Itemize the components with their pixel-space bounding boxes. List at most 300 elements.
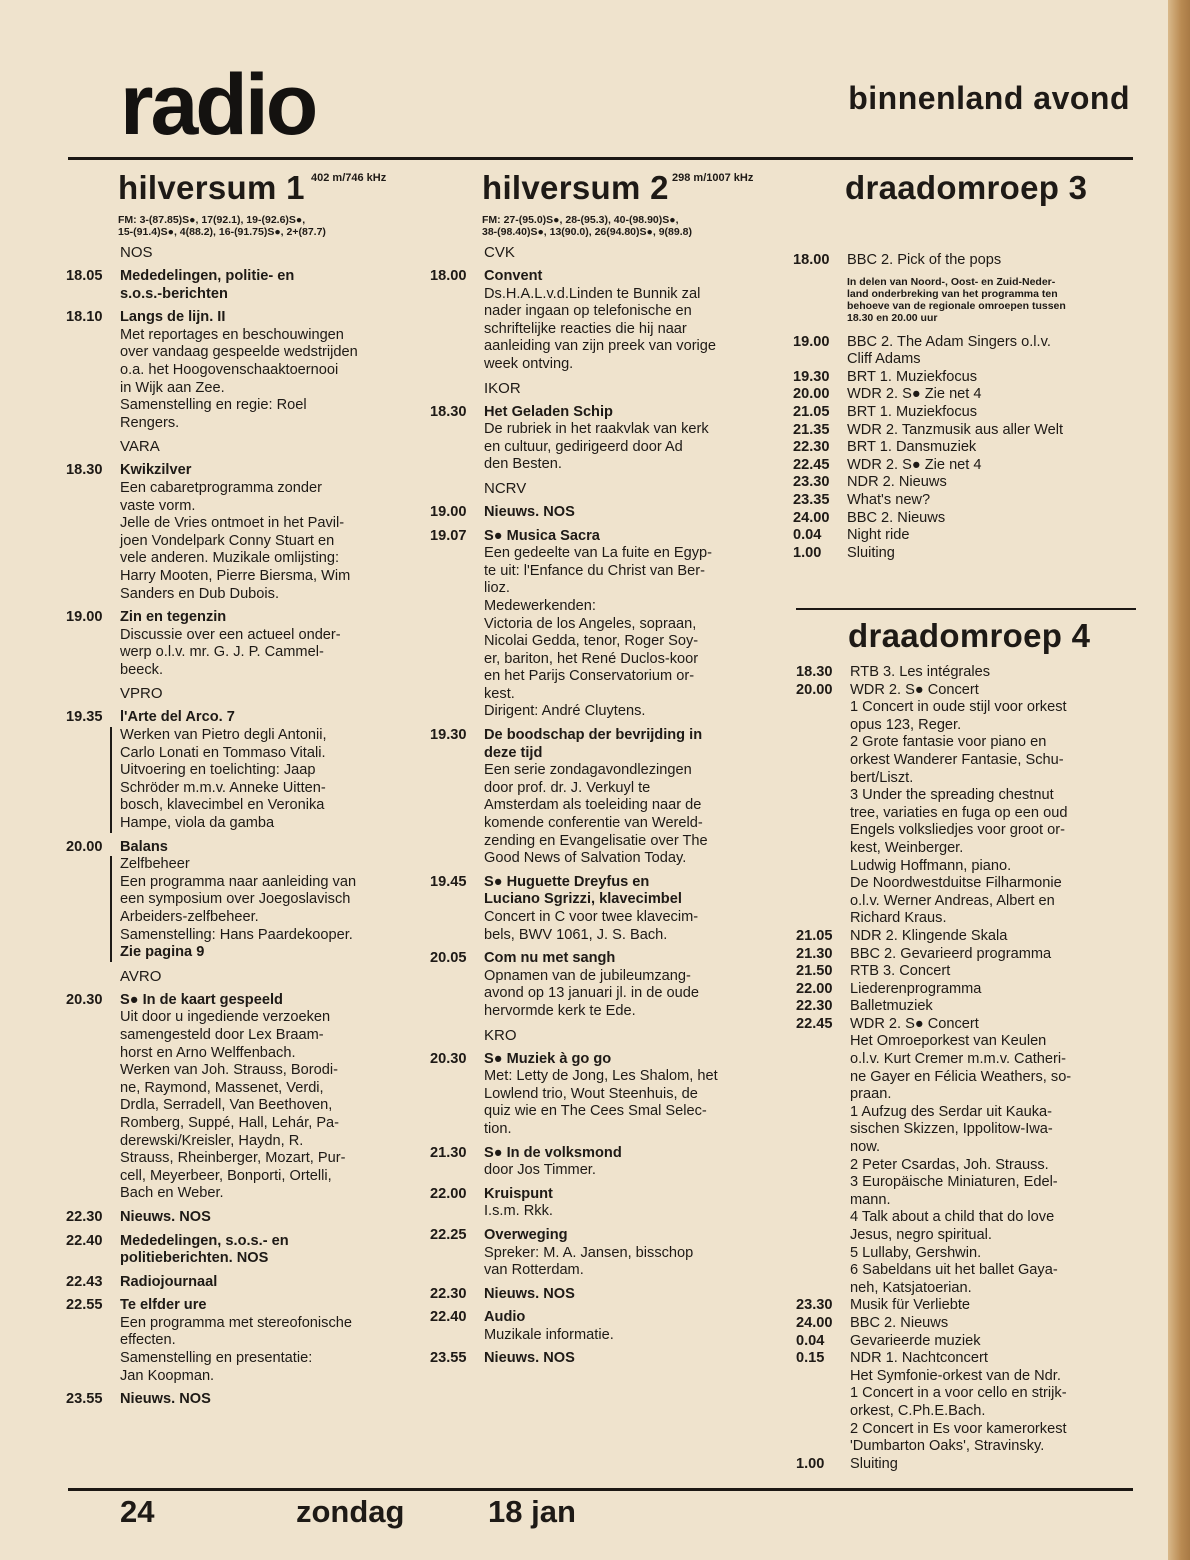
program-time: 21.35 xyxy=(793,421,830,438)
program-title: Overweging xyxy=(484,1226,568,1243)
program-desc: Romberg, Suppé, Hall, Lehár, Pa- xyxy=(120,1114,340,1131)
program-desc: effecten. xyxy=(120,1332,176,1349)
program-text: kest, Weinberger. xyxy=(850,839,964,856)
program-desc: beeck. xyxy=(120,661,163,678)
program-title: S● Muziek à go go xyxy=(484,1050,612,1067)
program-time: 21.30 xyxy=(796,945,833,962)
program-text: WDR 2. S● Zie net 4 xyxy=(847,456,982,473)
program-title: Nieuws. NOS xyxy=(120,1391,211,1408)
program-time: 21.50 xyxy=(796,963,833,980)
program-desc: hervormde kerk te Ede. xyxy=(484,1002,636,1019)
program-text: 1 Concert in oude stijl voor orkest xyxy=(850,699,1067,716)
program-text: NDR 2. Nieuws xyxy=(847,474,947,491)
program-text: 'Dumbarton Oaks', Stravinsky. xyxy=(850,1438,1045,1455)
program-desc: Met: Letty de Jong, Les Shalom, het xyxy=(484,1068,718,1085)
program-desc: avond op 13 januari jl. in de oude xyxy=(484,985,700,1002)
program-time: 20.05 xyxy=(430,950,467,967)
program-desc: Concert in C voor twee klavecim- xyxy=(484,909,699,925)
program-title: Com nu met sangh xyxy=(484,950,616,967)
program-text: 2 Grote fantasie voor piano en xyxy=(850,734,1047,751)
program-entry xyxy=(793,545,1138,563)
program-time: 23.55 xyxy=(430,1350,467,1367)
page-reference: Zie pagina 9 xyxy=(120,944,205,961)
program-text: 5 Lullaby, Gershwin. xyxy=(850,1244,982,1261)
program-desc: bosch, klavecimbel en Veronika xyxy=(120,797,325,814)
program-desc: Werken van Pietro degli Antonii, xyxy=(120,727,327,744)
program-text: WDR 2. Tanzmusik aus aller Welt xyxy=(847,421,1063,438)
program-desc: Schröder m.m.v. Anneke Uitten- xyxy=(120,779,326,796)
program-desc: Rengers. xyxy=(120,414,180,431)
program-text: Het Symfonie-orkest van de Ndr. xyxy=(850,1367,1061,1384)
program-desc: Carlo Lonati en Tommaso Vitali. xyxy=(120,744,326,761)
program-desc: vaste vorm. xyxy=(120,497,196,514)
program-time: 18.10 xyxy=(66,309,103,326)
station-name: hilversum 1 xyxy=(118,169,305,206)
program-title: l'Arte del Arco. 7 xyxy=(120,709,235,726)
program-text: 1 Aufzug des Serdar uit Kauka- xyxy=(850,1103,1053,1120)
program-desc: Hampe, viola da gamba xyxy=(120,815,275,832)
program-text: RTB 3. Concert xyxy=(850,963,951,980)
program-title: Mededelingen, politie- en xyxy=(120,268,295,284)
program-title: Audio xyxy=(484,1309,526,1326)
program-entry xyxy=(66,309,411,432)
program-entry xyxy=(430,1350,775,1368)
program-text: NDR 2. Klingende Skala xyxy=(850,927,1008,944)
program-title: Te elfder ure xyxy=(120,1297,207,1314)
program-text: mann. xyxy=(850,1191,891,1208)
program-entry xyxy=(66,1233,411,1268)
program-desc: horst en Arno Welffenbach. xyxy=(120,1044,296,1061)
program-title: S● Huguette Dreyfus en xyxy=(484,873,650,890)
program-text: o.l.v. Kurt Cremer m.m.v. Catheri- xyxy=(850,1051,1066,1068)
program-time: 20.00 xyxy=(66,838,103,855)
program-text: opus 123, Reger. xyxy=(850,716,962,733)
station-name: draadomroep 4 xyxy=(848,617,1091,654)
broadcaster-label: AVRO xyxy=(120,967,162,985)
program-entry xyxy=(796,1016,1141,1298)
program-title: Het Geladen Schip xyxy=(484,403,613,420)
program-desc: Muzikale informatie. xyxy=(484,1326,614,1343)
broadcaster-label: NOS xyxy=(120,244,153,261)
program-desc: den Besten. xyxy=(484,456,562,473)
station-header xyxy=(845,168,1138,220)
program-time: 19.45 xyxy=(430,873,467,890)
program-entry xyxy=(796,981,1141,999)
program-text: BBC 2. Gevarieerd programma xyxy=(850,945,1052,962)
program-desc: tion. xyxy=(484,1120,512,1137)
program-desc: Lowlend trio, Wout Steenhuis, de xyxy=(484,1085,698,1102)
program-entry xyxy=(430,1227,775,1280)
fm-line: 15-(91.4)S●, 4(88.2), 16-(91.75)S●, 2+(87.7) xyxy=(118,226,326,238)
program-desc: cell, Meyerbeer, Bonporti, Ortelli, xyxy=(120,1167,332,1184)
footer-date: 18 jan xyxy=(488,1494,576,1529)
program-text: WDR 2. S● Concert xyxy=(850,1015,979,1032)
station-frequency: 298 m/1007 kHz xyxy=(672,172,754,184)
program-desc: in Wijk aan Zee. xyxy=(120,379,225,396)
program-desc: Met reportages en beschouwingen xyxy=(120,326,344,343)
program-entry xyxy=(796,1456,1141,1474)
program-entry xyxy=(66,1209,411,1227)
program-desc: Een programma naar aanleiding van xyxy=(120,873,357,890)
program-time: 24.00 xyxy=(796,1314,833,1331)
draad4-rule xyxy=(796,608,1136,610)
program-desc: over vandaag gespeelde wedstrijden xyxy=(120,344,358,361)
program-time: 23.30 xyxy=(796,1297,833,1314)
draadomroep4-column xyxy=(796,616,1141,1473)
program-entry xyxy=(430,1309,775,1344)
program-time: 23.35 xyxy=(793,491,830,508)
program-text: tree, variaties en fuga op een oud xyxy=(850,804,1068,821)
section-title: binnenland avond xyxy=(848,80,1130,116)
broadcaster-label: IKOR xyxy=(484,379,521,397)
station-frequency: 402 m/746 kHz xyxy=(311,172,387,184)
program-text: Ludwig Hoffmann, piano. xyxy=(850,857,1012,874)
program-text: 3 Under the spreading chestnut xyxy=(850,787,1054,804)
program-text: Night ride xyxy=(847,527,910,544)
program-entry xyxy=(430,1051,775,1139)
program-title: Mededelingen, s.o.s.- en xyxy=(120,1232,289,1249)
page-edge xyxy=(1168,0,1190,1560)
radio-logo: radio xyxy=(120,57,316,153)
program-entry xyxy=(793,422,1138,440)
stereo-marker xyxy=(110,727,411,833)
program-time: 21.05 xyxy=(796,927,833,944)
program-desc: bels, BWV 1061, J. S. Bach. xyxy=(484,926,668,943)
program-time: 19.00 xyxy=(430,503,467,520)
program-desc: schriftelijke reacties die hij naar xyxy=(484,320,687,337)
program-entry xyxy=(430,268,775,374)
program-entry xyxy=(66,1274,411,1292)
hilversum2-column xyxy=(430,168,775,1374)
program-entry xyxy=(66,1391,411,1409)
program-entry xyxy=(430,528,775,722)
program-time: 22.45 xyxy=(796,1015,833,1032)
program-entry xyxy=(430,1286,775,1304)
program-entry xyxy=(66,462,411,603)
program-time: 22.40 xyxy=(66,1232,103,1249)
program-desc: werp o.l.v. mr. G. J. P. Cammel- xyxy=(120,644,324,661)
program-text: bert/Liszt. xyxy=(850,769,914,786)
program-desc: week ontving. xyxy=(484,355,574,372)
program-entry xyxy=(66,992,411,1203)
program-entry xyxy=(796,1315,1141,1333)
program-desc: Een programma met stereofonische xyxy=(120,1314,352,1331)
program-entry xyxy=(66,609,411,679)
program-desc: aanleiding van zijn preek van vorige xyxy=(484,338,717,355)
program-time: 18.00 xyxy=(793,252,830,268)
program-text: Cliff Adams xyxy=(847,351,921,368)
program-desc: I.s.m. Rkk. xyxy=(484,1203,553,1220)
program-title: S● In de volksmond xyxy=(484,1144,622,1161)
program-desc: Medewerkenden: xyxy=(484,597,596,614)
program-entry xyxy=(793,252,1138,270)
program-entry xyxy=(430,504,775,522)
note-line: land onderbreking van het programma ten xyxy=(847,287,1058,300)
note-line: behoeve van de regionale omroepen tussen xyxy=(847,299,1066,312)
program-time: 21.30 xyxy=(430,1144,467,1161)
program-desc: zending en Evangelisatie over The xyxy=(484,832,708,849)
program-desc: Harry Mooten, Pierre Biersma, Wim xyxy=(120,567,351,584)
program-text: orkest, C.Ph.E.Bach. xyxy=(850,1402,986,1419)
program-text: De Noordwestduitse Filharmonie xyxy=(850,875,1062,892)
program-text: Jesus, negro spiritual. xyxy=(850,1227,992,1243)
program-time: 22.55 xyxy=(66,1297,103,1314)
program-time: 22.40 xyxy=(430,1309,467,1326)
program-entry xyxy=(796,664,1141,682)
program-time: 19.30 xyxy=(430,727,467,744)
program-desc: Samenstelling: Hans Paardekooper. xyxy=(120,926,353,943)
program-time: 22.30 xyxy=(796,998,833,1015)
program-entry xyxy=(793,439,1138,457)
program-desc: Sanders en Dub Dubois. xyxy=(120,585,280,602)
program-time: 18.05 xyxy=(66,268,103,284)
program-desc: Amsterdam als toeleiding naar de xyxy=(484,797,702,814)
program-text: praan. xyxy=(850,1086,892,1103)
program-text: 3 Europäische Miniaturen, Edel- xyxy=(850,1174,1058,1191)
program-desc: De rubriek in het raakvlak van kerk xyxy=(484,421,709,438)
program-entry xyxy=(796,682,1141,928)
program-text: BRT 1. Dansmuziek xyxy=(847,439,977,456)
program-time: 23.30 xyxy=(793,474,830,491)
station-name: draadomroep 3 xyxy=(845,169,1088,206)
program-desc: Een serie zondagavondlezingen xyxy=(484,762,692,779)
program-desc: Samenstelling en presentatie: xyxy=(120,1350,313,1367)
program-entry xyxy=(796,963,1141,981)
program-desc: Strauss, Rheinberger, Mozart, Pur- xyxy=(120,1150,346,1167)
fm-line: 38-(98.40)S●, 13(90.0), 26(94.80)S●, 9(89.8) xyxy=(482,226,692,238)
program-time: 18.00 xyxy=(430,268,467,284)
program-desc: en het Parijs Conservatorium or- xyxy=(484,668,695,685)
program-time: 20.00 xyxy=(796,681,833,698)
program-time: 22.30 xyxy=(793,439,830,456)
program-time: 19.30 xyxy=(793,368,830,385)
program-desc: joen Vondelpark Conny Stuart en xyxy=(120,532,335,549)
program-desc: door prof. dr. J. Verkuyl te xyxy=(484,779,651,796)
fm-line: FM: 27-(95.0)S●, 28-(95.3), 40-(98.90)S●, xyxy=(482,214,679,226)
program-text: 1 Concert in a voor cello en strijk- xyxy=(850,1385,1067,1402)
program-text: orkest Wanderer Fantasie, Schu- xyxy=(850,751,1064,768)
program-time: 1.00 xyxy=(793,544,822,561)
fm-frequencies xyxy=(482,214,775,238)
program-text: BRT 1. Muziekfocus xyxy=(847,368,978,385)
program-text: now. xyxy=(850,1139,881,1156)
note-line: In delen van Noord-, Oost- en Zuid-Neder- xyxy=(847,275,1056,288)
program-desc: ne, Raymond, Massenet, Verdi, xyxy=(120,1079,324,1096)
station-header xyxy=(482,168,775,208)
program-desc: Jan Koopman. xyxy=(120,1367,215,1384)
program-time: 22.43 xyxy=(66,1273,103,1290)
program-text: o.l.v. Werner Andreas, Albert en xyxy=(850,892,1055,909)
program-time: 19.07 xyxy=(430,527,467,544)
program-desc: Jelle de Vries ontmoet in het Pavil- xyxy=(120,515,345,532)
program-title: Radiojournaal xyxy=(120,1273,218,1290)
program-entry xyxy=(66,268,411,303)
program-entry xyxy=(796,928,1141,946)
program-time: 20.30 xyxy=(66,991,103,1008)
broadcaster-label: VPRO xyxy=(120,685,163,703)
program-time: 18.30 xyxy=(66,462,103,479)
program-title: Kwikzilver xyxy=(120,462,192,479)
program-entry xyxy=(430,950,775,1020)
program-desc: te uit: l'Enfance du Christ van Ber- xyxy=(484,562,705,579)
program-text: WDR 2. S● Zie net 4 xyxy=(847,386,982,403)
broadcaster-label: NCRV xyxy=(484,479,527,497)
program-desc: Discussie over een actueel onder- xyxy=(120,626,341,643)
program-title: De boodschap der bevrijding in xyxy=(484,727,703,744)
program-title: Nieuws. NOS xyxy=(484,1350,575,1367)
program-time: 18.30 xyxy=(430,403,467,420)
program-text: NDR 1. Nachtconcert xyxy=(850,1350,988,1367)
program-entry xyxy=(793,334,1138,369)
program-desc: nader ingaan op telefonische en xyxy=(484,303,692,320)
program-text: sischen Skizzen, Ippolitow-Iwa- xyxy=(850,1121,1053,1138)
program-entry xyxy=(793,492,1138,510)
program-entry xyxy=(66,839,411,962)
note-line: 18.30 en 20.00 uur xyxy=(847,311,938,324)
draadomroep3-column xyxy=(793,168,1138,562)
program-title: Convent xyxy=(484,268,543,284)
program-title: politieberichten. NOS xyxy=(120,1250,269,1267)
fm-line: FM: 3-(87.85)S●, 17(92.1), 19-(92.6)S●, xyxy=(118,214,306,226)
program-text: 2 Concert in Es voor kamerorkest xyxy=(850,1420,1067,1437)
program-desc: o.a. het Hoogovenschaaktoernooi xyxy=(120,361,339,378)
program-entry xyxy=(793,404,1138,422)
program-desc: en cultuur, gedirigeerd door Ad xyxy=(484,438,683,455)
program-title: S● Musica Sacra xyxy=(484,527,600,544)
program-text: Sluiting xyxy=(850,1455,898,1472)
program-time: 21.05 xyxy=(793,403,830,420)
program-title: Zin en tegenzin xyxy=(120,609,227,626)
program-entry xyxy=(430,1145,775,1180)
program-desc: Een cabaretprogramma zonder xyxy=(120,479,322,496)
page-number: 24 xyxy=(120,1494,155,1529)
program-entry xyxy=(793,510,1138,528)
program-text: Liederenprogramma xyxy=(850,980,982,997)
program-time: 22.00 xyxy=(796,980,833,997)
footer-day: zondag xyxy=(296,1494,405,1529)
program-title: Luciano Sgrizzi, klavecimbel xyxy=(484,891,682,908)
program-time: 1.00 xyxy=(796,1455,825,1472)
program-time: 20.00 xyxy=(793,386,830,403)
program-desc: een symposium over Joegoslavisch xyxy=(120,891,351,908)
regional-note xyxy=(847,276,1138,324)
program-entry xyxy=(793,369,1138,387)
program-entry xyxy=(796,946,1141,964)
program-entry xyxy=(796,1333,1141,1351)
program-text: Engels volksliedjes voor groot or- xyxy=(850,822,1065,839)
program-entry xyxy=(793,474,1138,492)
program-desc: quiz wie en The Cees Smal Selec- xyxy=(484,1103,707,1120)
program-desc: Arbeiders-zelfbeheer. xyxy=(120,909,259,925)
program-text: BBC 2. Pick of the pops xyxy=(847,252,1002,268)
program-text: 2 Peter Csardas, Joh. Strauss. xyxy=(850,1156,1049,1173)
program-text: Sluiting xyxy=(847,544,895,561)
program-text: BRT 1. Muziekfocus xyxy=(847,403,978,420)
top-rule xyxy=(68,157,1133,160)
program-desc: kest. xyxy=(484,685,515,702)
stereo-marker xyxy=(110,856,411,962)
program-desc: Bach en Weber. xyxy=(120,1185,224,1202)
program-desc: samengesteld door Lex Braam- xyxy=(120,1026,324,1043)
hilversum1-column xyxy=(66,168,411,1415)
broadcaster-label: KRO xyxy=(484,1026,517,1044)
program-desc: Dirigent: André Cluytens. xyxy=(484,703,646,720)
program-text: Het Omroeporkest van Keulen xyxy=(850,1033,1047,1050)
program-desc: Good News of Salvation Today. xyxy=(484,850,687,867)
program-title: Nieuws. NOS xyxy=(120,1208,211,1225)
program-desc: komende conferentie van Wereld- xyxy=(484,815,703,832)
program-time: 22.25 xyxy=(430,1226,467,1243)
program-desc: vele anderen. Muzikale omlijsting: xyxy=(120,550,340,567)
program-text: BBC 2. Nieuws xyxy=(847,509,946,526)
program-desc: Samenstelling en regie: Roel xyxy=(120,397,307,414)
station-header xyxy=(848,616,1141,664)
program-text: What's new? xyxy=(847,491,931,508)
program-title: S● In de kaart gespeeld xyxy=(120,991,283,1008)
program-desc: Victoria de los Angeles, sopraan, xyxy=(484,615,697,632)
program-text: 6 Sabeldans uit het ballet Gaya- xyxy=(850,1262,1058,1279)
program-entry xyxy=(796,1350,1141,1456)
program-desc: derewski/Kreisler, Haydn, R. xyxy=(120,1132,304,1149)
program-time: 22.45 xyxy=(793,456,830,473)
program-desc: Werken van Joh. Strauss, Borodi- xyxy=(120,1062,338,1079)
program-desc: door Jos Timmer. xyxy=(484,1162,596,1179)
program-desc: lioz. xyxy=(484,580,510,597)
program-desc: Opnamen van de jubileumzang- xyxy=(484,967,691,984)
program-entry xyxy=(430,404,775,474)
program-desc: Ds.H.A.L.v.d.Linden te Bunnik zal xyxy=(484,285,701,302)
program-desc: Drdla, Serradell, Van Beethoven, xyxy=(120,1097,333,1114)
program-time: 22.30 xyxy=(430,1285,467,1302)
program-time: 0.15 xyxy=(796,1350,825,1367)
program-desc: er, bariton, het René Duclos-koor xyxy=(484,650,699,667)
program-text: BBC 2. The Adam Singers o.l.v. xyxy=(847,333,1051,350)
program-time: 23.55 xyxy=(66,1391,103,1408)
broadcaster-label: VARA xyxy=(120,438,160,456)
bottom-rule xyxy=(68,1488,1133,1491)
program-text: Musik für Verliebte xyxy=(850,1297,971,1314)
program-text: 4 Talk about a child that do love xyxy=(850,1209,1055,1226)
program-time: 19.00 xyxy=(793,333,830,350)
program-desc: Uit door u ingediende verzoeken xyxy=(120,1009,331,1026)
program-title: Langs de lijn. II xyxy=(120,309,226,326)
program-desc: Spreker: M. A. Jansen, bisschop xyxy=(484,1244,694,1261)
program-title: Balans xyxy=(120,838,168,855)
program-text: WDR 2. S● Concert xyxy=(850,681,979,698)
program-entry xyxy=(430,1186,775,1221)
program-text: RTB 3. Les intégrales xyxy=(850,664,991,680)
fm-frequencies xyxy=(118,214,411,238)
program-entry xyxy=(796,1297,1141,1315)
program-desc: van Rotterdam. xyxy=(484,1262,584,1279)
program-entry xyxy=(66,1297,411,1385)
program-title: Nieuws. NOS xyxy=(484,1285,575,1302)
program-title: Nieuws. NOS xyxy=(484,503,575,520)
program-time: 22.00 xyxy=(430,1185,467,1202)
program-time: 24.00 xyxy=(793,509,830,526)
program-entry xyxy=(793,527,1138,545)
station-header xyxy=(118,168,411,208)
program-title: Kruispunt xyxy=(484,1185,553,1202)
program-time: 20.30 xyxy=(430,1050,467,1067)
program-entry xyxy=(793,457,1138,475)
program-text: Gevarieerde muziek xyxy=(850,1332,981,1349)
program-time: 0.04 xyxy=(793,527,822,544)
program-desc: Een gedeelte van La fuite en Egyp- xyxy=(484,545,712,562)
station-name: hilversum 2 xyxy=(482,169,669,206)
program-time: 18.30 xyxy=(796,664,833,680)
program-text: BBC 2. Nieuws xyxy=(850,1314,949,1331)
